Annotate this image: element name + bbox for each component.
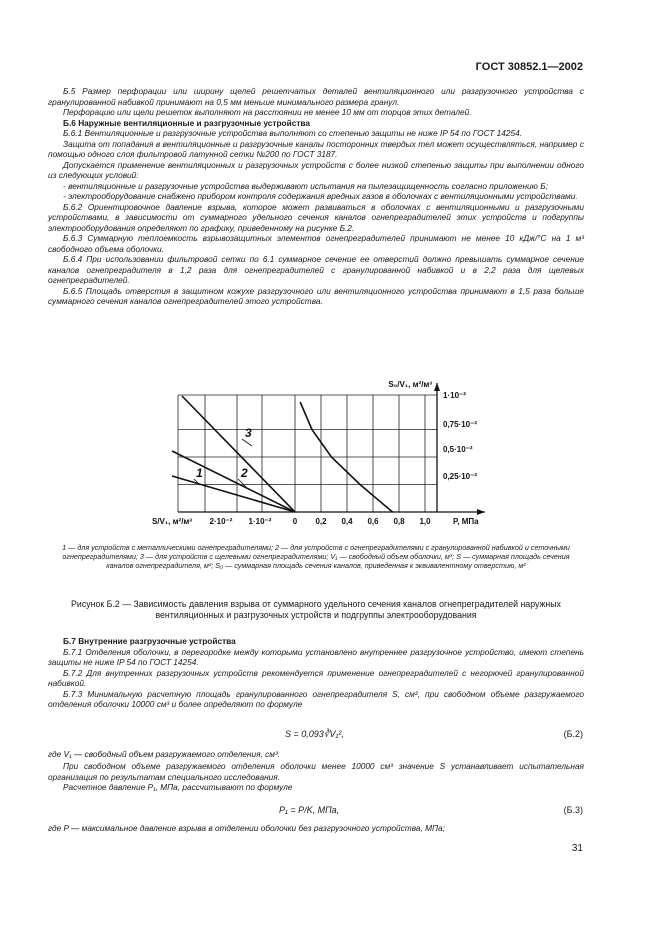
curve-3: [182, 396, 295, 512]
block2-paragraph: Б.7.1 Отделения оболочки, в перегородке между которыми установлено внутреннее разгрузочное устройство, имеют степень защиты не ниже IP 54 по ГОСТ 14254.: [48, 646, 584, 667]
curve-3-label: 3: [245, 426, 252, 440]
where-p-text: где P — максимальное давление взрыва в отделении оболочки без разгрузочного устройства, МПа;: [48, 823, 445, 833]
document-header: ГОСТ 30852.1—2002: [475, 61, 583, 73]
where-p: [48, 823, 584, 834]
left-tick-label: 2·10⁻²: [209, 517, 233, 526]
right-tick-label: 1·10⁻²: [443, 391, 466, 400]
text-block-pressure: [48, 761, 584, 793]
figure-b2-chart: [0, 375, 661, 555]
bottom-tick-label: 0,8: [393, 517, 405, 526]
left-tick-label: 0: [292, 517, 298, 526]
page-number: 31: [571, 843, 583, 854]
block3-paragraph: Расчетное давление P₁, МПа, рассчитывают по формуле: [63, 782, 293, 792]
right-tick-label: 0,5·10⁻²: [443, 445, 473, 454]
left-axis-label: S/V₁, м²/м³: [151, 517, 193, 526]
block1-paragraph: - электрооборудование снабжено прибором контроля содержания вредных газов в оболочках с вентиляционными устройствами.: [63, 191, 578, 201]
formula-b2: S = 0,093∛V₁²,: [285, 729, 344, 739]
formula-b3-number: (Б.3): [563, 805, 583, 815]
right-tick-label: 0,25·10⁻²: [443, 472, 478, 481]
where-v1: [48, 749, 584, 760]
chart-labels: [152, 380, 479, 526]
block1-paragraph: Б.6.2 Ориентировочное давление взрыва, которое может развиваться в оболочках с вентиляционными и разгрузочными устройствами, в зависимости от суммарного удельного сечения каналов огнепреградителей этих устройств и подгруппы электрооборудования определяют по графику, приведенному на рисунке Б.2.: [48, 201, 584, 233]
formula-b2-number: (Б.2): [563, 729, 583, 739]
curve-3-leader: [242, 439, 252, 446]
where-v1-text: где V₁ — свободный объем разгружаемого отделения, см³.: [48, 749, 281, 759]
block2-paragraph: Б.7 Внутренние разгрузочные устройства: [63, 636, 236, 646]
block1-paragraph: - вентиляционные и разгрузочные устройства выдерживают испытания на пылезащищенность согласно приложению Б;: [63, 180, 548, 191]
right-axis-label: S₀/V₁, м²/м³: [388, 380, 432, 389]
block1-paragraph: Б.6.1 Вентиляционные и разгрузочные устройства выполняют со степенью защиты не ниже IP 54 по ГОСТ 14254.: [63, 128, 523, 138]
right-tick-label: 0,75·10⁻²: [443, 420, 478, 429]
text-block-b7: [48, 636, 584, 710]
right-axis-arrow: [434, 383, 440, 391]
bottom-tick-label: 0,6: [367, 517, 379, 526]
x-axis-arrow: [477, 509, 485, 515]
block3-paragraph: При свободном объеме разгружаемого отделения оболочки менее 10000 см³ значение S устанавливает испытательная организация по результатам специального исследования.: [48, 761, 584, 782]
block1-paragraph: Б.6.3 Суммарную теплоемкость взрывозащитных элементов огнепреградителей принимают не менее 10 кДж/°С на 1 м³ свободного объема оболочки.: [48, 233, 584, 254]
block1-paragraph: Б.6 Наружные вентиляционные и разгрузочные устройства: [63, 117, 311, 128]
bottom-tick-label: 0,2: [315, 517, 327, 526]
bottom-tick-label: 1,0: [419, 517, 431, 526]
formula-b3: P₁ = P/K, МПа,: [279, 805, 340, 815]
block1-paragraph: Допускается применение вентиляционных и разгрузочных устройств с более низкой степенью защиты при выполнении одного из следующих условий:: [48, 159, 584, 180]
text-block-b5-b6: [48, 86, 584, 307]
figure-caption: Рисунок Б.2 — Зависимость давления взрыва от суммарного удельного сечения каналов огнепреградителей наружных вентиляционных и разгрузочных устройств и подгруппы электрооборудования: [71, 599, 561, 620]
block1-paragraph: Б.6.5 Площадь отверстия в защитном кожухе разгрузочного или вентиляционного устройства принимают в 1,5 раза больше суммарного сечения каналов огнепреградителей этого устройства.: [48, 285, 584, 306]
block1-paragraph: Защита от попадания в вентиляционные и разгрузочные каналы посторонних твердых тел может осуществляться, например с помощью одного слоя фильтровой латунной сетки №200 по ГОСТ 3187.: [48, 138, 584, 159]
block1-paragraph: Перфорацию или щели решеток выполняют на расстоянии не менее 10 мм от торцов этих деталей.: [63, 107, 472, 117]
x-axis-label: P, МПа: [453, 517, 479, 526]
bottom-tick-label: 0,4: [341, 517, 353, 526]
figure-legend: 1 — для устройств с металлическими огнепреградителями; 2 — для устройств с огнепреградителями с гранулированной набивкой и сеточными огнепреградителями; 3 — для устройств с щелевыми огнепреградителями; V₁ — свободный объем оболочки, м³; S — суммарная площадь сечения каналов огнепреградителя, м²; S₀ — суммарная площадь сечения каналов, приведенная к эквивалентному отверстию, м²: [62, 543, 570, 571]
chart-grid: [178, 383, 485, 515]
block2-paragraph: Б.7.3 Минимальную расчетную площадь гранулированного огнепреградителя S, см², при свободном объеме разгружаемого отделения оболочки 10000 см³ и более определяют по формуле: [48, 688, 584, 709]
curve-2-label: 2: [241, 466, 248, 480]
left-tick-label: 1·10⁻²: [248, 517, 272, 526]
block1-paragraph: Б.6.4 При использовании фильтровой сетки по 6.1 суммарное сечение ее отверстий должно превышать суммарное сечение каналов огнепреградителя в 1,2 раза для огнепреградителей с гранулированной набивкой и в 2,2 раза для щелевых огнепреградителей.: [48, 254, 584, 285]
block1-paragraph: Б.5 Размер перфорации или ширину щелей решетчатых деталей вентиляционного или разгрузочного устройства с гранулированной набивкой принимают на 0,5 мм меньше минимального размера гранул.: [48, 86, 584, 107]
curve-1-label: 1: [196, 466, 203, 480]
block2-paragraph: Б.7.2 Для внутренних разгрузочных устройств рекомендуется применение огнепреградителей с негорючей гранулированной набивкой.: [48, 667, 584, 688]
